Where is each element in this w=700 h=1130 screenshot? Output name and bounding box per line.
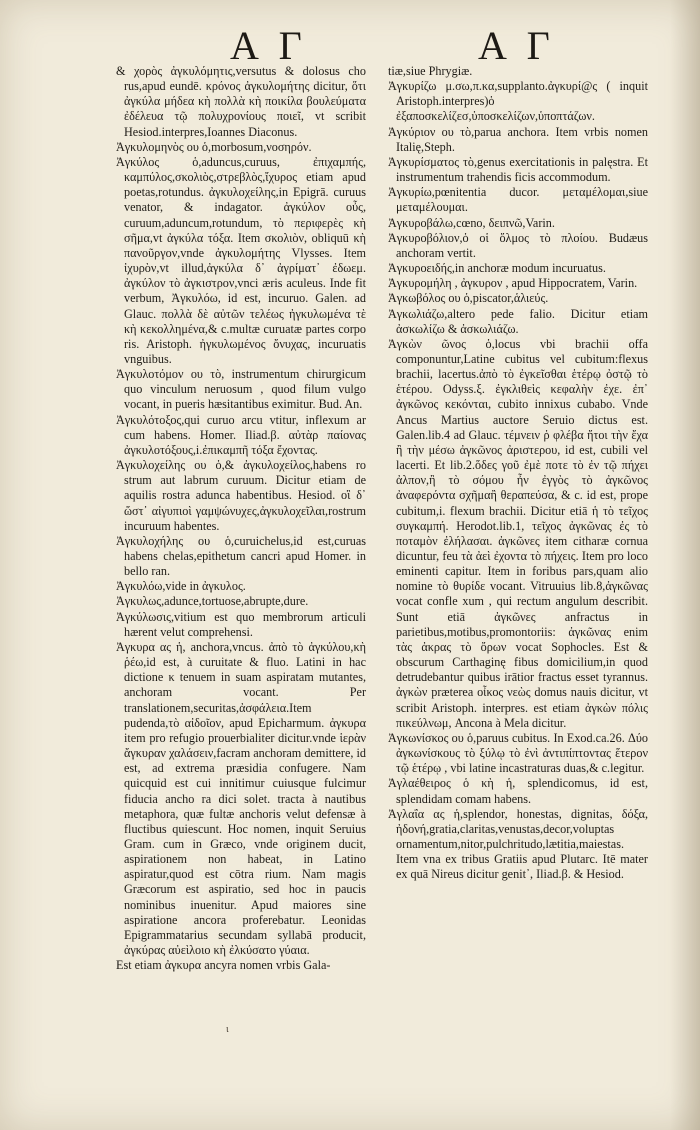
dictionary-entry: Ἀγκυρομήλη , ἀγκυρον , apud Hippocratem, Varin.	[388, 276, 638, 291]
dictionary-entry: Ἀγκωβόλος ου ὁ,piscator,ἁλιεύς.	[388, 291, 549, 306]
dictionary-entry: Ἀγκυλοχήλης ου ὁ,curuichelus,id est,curuas habens chelas,epithetum cancri apud Homer. in bello ran.	[116, 533, 366, 579]
dictionary-entry: Ἀγκωλιάζω,altero pede falio. Dicitur etiam ἀσκωλίζω & ἀσκωλιάζω.	[388, 306, 648, 336]
footer-mark: ι	[226, 1024, 229, 1035]
dictionary-entry: Ἀγκυρίσματος τὸ,genus exercitationis in palęstra. Et instrumentum trahendis ficis accommodum.	[388, 154, 648, 185]
dictionary-entry: Ἀγκυρίω,pœnitentia ducor. μεταμέλομαι,siue μεταμέλουμαι.	[388, 185, 648, 215]
dictionary-entry: Ἀγκωνίσκος ου ὁ,paruus cubitus. In Exod.ca.26. Δύο ἀγκωνίσκους τὸ ξύλῳ τὸ ἐνὶ ἀντιπίπτοντας ἕτερον τῷ ἑτέρῳ , vbi latine incastraturas duas,& c.legitur.	[388, 730, 648, 776]
dictionary-entry: Ἀγκὼν ῶνος ὁ,locus vbi brachii offa componuntur,Latine cubitus vel cubitum:flexus brachii, lacertus.ἀπὸ τὸ ἐγκεῖσθαι ἑτέρῳ ὀστῷ τὸ ἑτέρου. Odyss.ξ. ἐγκλιθεὶς κεφαλὴν ἐχε. ἐπ᾽ ἀγκῶνος κεκόνται, cubito innixus cubabo. Vnde Ancus Martius auctore Seruio dictus est. Galen.lib.4 ad Glauc. τέμνειν ῥ φλέβα ἤτοι τὴν ἔχα ἢ τὴν μέσω ἀγκῶνος ἀριστερου, id est, cubili vel lacerti. Et lib.2.ὅδες γοῦ ἐμὲ ποτε τὸ ἐν τῷ πήχει ἀλπον,ἢ τὸ σόμου ἦν ἐγγὸς τὸ ἀγκῶνος ἀναφερόντα σχῆμαἢ θεραπεύσα, & c. id est, prope cubitum,i. flexum brachii. Dicitur etiā ἡ τὸ τεῖχος συγκαμπή. Herodot.lib.1, τεῖχος ἀγκῶνας ἐς τὸ ποταμὸν ἐλήλασαι. ἀγκῶνες item citharæ cornua dicuntur, feu τὰ ἀεὶ ἐχοντα τὸ πήχεις. Item pro loco eminenti capitur. Item in foribus pars,quam alio nomine τὸ θυρίδε vocant. Vitruuius lib.8,ἀγκῶνας vocat confle xum , qui rectum angulum describit. Sunt etiā ἀγκῶνες anfractus in parietibus,motibus,promontoriis: ἀγκῶνας enim τὰς ἀκρας τὸ ὄρων vocat Sophocles. Est & obscurum Carthaginę fibus domicilium,in quod detrudebantur quibus irātior fractus esset tyrannus. ἀγκὼν præterea οἶκος νεὼς domus nauis dicitur, vt scribit Aristoph. interpres. est etiam ἀγκὼν πόλις πικεύλνωμ, Ancona à Mela dicitur.	[388, 336, 648, 730]
right-column	[388, 64, 648, 984]
running-header-right: A Γ	[478, 23, 556, 68]
dictionary-entry: Est etiam ἀγκυρα ancyra nomen vrbis Gala-	[116, 958, 331, 973]
dictionary-entry: Ἀγκυροβόλιον,ὁ οἱ ὅλμος τὸ πλοίου. Budæus anchoram vertit.	[388, 230, 648, 260]
dictionary-entry: Ἀγκυροβάλω,cœno, δειπνῶ,Varin.	[388, 215, 555, 230]
dictionary-entry: Ἀγκυλως,adunce,tortuose,abrupte,dure.	[116, 594, 309, 609]
dictionary-entry: & χορὸς ἀγκυλόμητις,versutus & dolosus cho rus,apud eundē. κρόνος ἀγκυλομήτης dicitur, ὅτι ἀγκύλα μήδεα κὴ πολλὰ κὴ ποικίλα βουλεύματα ἐδέλευα τῷ πολυχρονίους ποιεῖ, vt scribit Hesiod.interpres,Ioannes Diaconus.	[116, 64, 366, 139]
dictionary-entry: Ἀγκύλωσις,vitium est quo membrorum articuli hærent velut comprehensi.	[116, 609, 366, 639]
dictionary-entry: Ἀγκυρα ας ἡ, anchora,vncus. ἀπὸ τὸ ἀγκύλου,κὴ ῥέω,id est, à curuitate & fluo. Latini in hac dictione κ tenuem in suam aspiratam mutantes, anchoram vocant. Per translationem,securitas,ἀσφάλεια.Item pudenda,τὸ αἰδοῖον, apud Epicharmum. ἀγκυρα item pro refugio prouerbialiter dicitur.vnde ἱερὰν ἄγκυραν χαλάσειν,facram anchoram demittere, id est, ad extrema præsidia confugere. Nam quicquid est cui innitimur cuiusque fulcimur fiducia ancho ra dici solet. tracta à nautibus metaphora, quæ fultæ anchoris velut defensæ à fluctibus quiescunt. Hoc nomen, inquit Seruius Gram. cum in Græco, vnde originem ducit, aspirationem non habeat, in Latino aspiratur,quod est cōtra rium. Nam magis Græcorum est aspiratio, sed hoc in paucis nominibus inuenitur. Apud maiores sine aspiratione ancora proferebatur. Leonidas Epigrammatarius secundam syllabā producit, ἀγκύρας αὐεὶλοιο κὴ ἐλκύσατο γύαια.	[116, 639, 366, 958]
page-edge-shadow	[670, 0, 700, 1130]
dictionary-entry: Ἀγκυρίζω μ.σω,π.κα,supplanto.ἀγκυρί@ς ( inquit Aristoph.interpres)ὁ ἐξαποσκελίζεσ,ὑποσκελίζων,ὑποπτάζων.	[388, 79, 648, 124]
running-header-left: A Γ	[230, 23, 308, 68]
dictionary-entry: Ἀγκύριον ου τὸ,parua anchora. Item vrbis nomen Italię,Steph.	[388, 124, 648, 154]
left-column	[116, 64, 366, 984]
dictionary-entry: Ἀγκυροειδής,in anchoræ modum incuruatus.	[388, 261, 606, 276]
dictionary-entry: Ἀγλαέθειρος ὁ κὴ ἡ, splendicomus, id est, splendidam comam habens.	[388, 776, 648, 806]
dictionary-entry: Ἀγκυλότοξος,qui curuo arcu vtitur, inflexum ar cum habens. Homer. Iliad.β. αὐτὰρ παίονας ἀγκυλοτόξους,i.ἐπικαμπῆ τόξα ἔχοντας.	[116, 412, 366, 457]
dictionary-entry: Ἀγκυλόω,vide in ἀγκυλος.	[116, 579, 246, 594]
dictionary-entry: Ἀγλαΐα ας ἡ,splendor, honestas, dignitas, δόξα, ἠδονή,gratia,claritas,venustas,decor,voluptas ornamentum,nitor,pulchritudo,lætitia,maiestas. Item vna ex tribus Gratiis apud Plutarc. Itē mater ex quā Nireus dicitur genit᾽, Iliad.β. & Hesiod.	[388, 806, 648, 882]
dictionary-entry: tiæ,siue Phrygiæ.	[388, 64, 473, 78]
dictionary-entry: Ἀγκυλοτόμον ου τὸ, instrumentum chirurgicum quo vinculum neruosum , quod filum vulgo vocant, in pueris hæsitantibus eximitur. Bud. An.	[116, 367, 366, 412]
dictionary-entry: Ἀγκυλομηνὸς ου ὁ,morbosum,νοσηρόν.	[116, 139, 312, 154]
dictionary-entry: Ἀγκυλοχείλης ου ὁ,& ἀγκυλοχείλος,habens ro strum aut labrum curuum. Dicitur etiam de aquilis rostra adunca habentibus. Hesiod. οἳ δ᾽ ὥστ᾽ αἰγυπιοὶ γαμψώνυχες,ἀγκυλοχεῖλαι,rostrum incuruum habentes.	[116, 458, 366, 533]
dictionary-entry: Ἀγκύλος ὁ,aduncus,curuus, ἐπιχαμπής, καμπύλος,σκολιὸς,στρεβλὸς,ἴχυρος etiam apud poetas,rotundus. ἀγκυλοχείλης,in Epigrā. curuus venator, & indagator. ἀγκύλον οὖς, curuum,aduncum,rotundum, τὸ περιφερὲς κὴ σῆμα,vt ἀγκύλα τόξα. Item σκολιὸν, obliquū κὴ πανοῦργον,vnde ἀγκυλομήτης Vlysses. Item ἰχυρὸν,vt illud,ἀγκύλα δ᾽ ἀγρίματ᾽ ἐδωεμ. ἀγκύλον τὸ ἀγκιστρον,vnci æris aculeus. Inde fit verbum, Ἀγκυλόω, id est, incuruo. Galen. ad Glauc. πολλὰ δὲ αὐτῶν τελέως ἠγκυλωμένα τὲ κὴ κεκολλημένα,& c.multæ curuatæ partes corpo ris. Aristoph. ἠγκυλωμένος ὄνυχας, incuruatis vnguibus.	[116, 154, 366, 366]
